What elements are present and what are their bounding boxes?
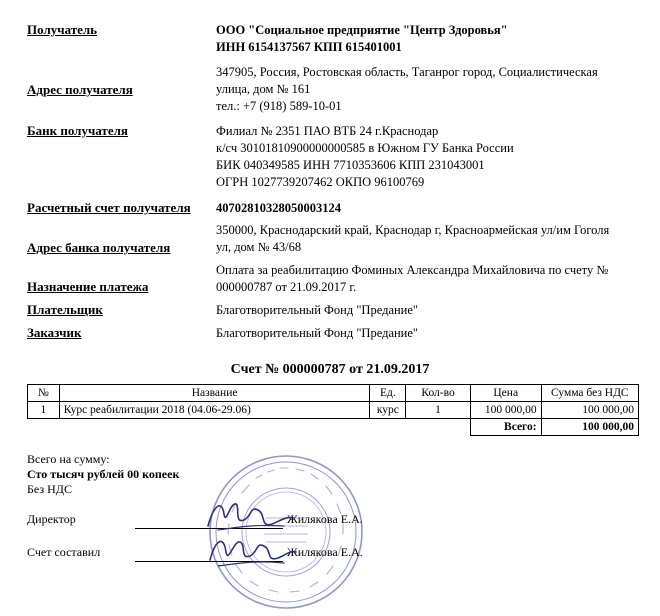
row-sum: 100 000,00 bbox=[541, 402, 638, 419]
col-header-qty: Кол-во bbox=[406, 385, 471, 402]
recipient-address-line-1: 347905, Россия, Ростовская область, Таганрог город, Социалистическая bbox=[216, 65, 598, 79]
total-spacer bbox=[28, 419, 60, 436]
recipient-inn: ИНН 6154137567 КПП 615401001 bbox=[216, 40, 402, 54]
bank-line-3: БИК 040349585 ИНН 7710353606 КПП 231043001 bbox=[216, 158, 485, 172]
bank-address-label: Адрес банка получателя bbox=[27, 240, 171, 255]
bank-address-line-1: 350000, Краснодарский край, Краснодар г, Красноармейская ул/им Гоголя bbox=[216, 223, 610, 237]
col-header-number: № bbox=[28, 385, 60, 402]
bank-address-value bbox=[216, 222, 636, 256]
purpose-label: Назначение платежа bbox=[27, 279, 149, 294]
invoice-title: Счет № 000000787 от 21.09.2017 bbox=[230, 362, 430, 377]
compiler-name: Жилякова Е.А. bbox=[287, 545, 363, 559]
total-caption: Всего на сумму: bbox=[27, 452, 110, 466]
total-spacer bbox=[59, 419, 370, 436]
compiler-role: Счет составил bbox=[27, 545, 101, 559]
compiler-signature bbox=[204, 530, 300, 572]
account-label: Расчетный счет получателя bbox=[27, 200, 191, 215]
table-row bbox=[28, 402, 639, 419]
recipient-phone: тел.: +7 (918) 589-10-01 bbox=[216, 99, 342, 113]
col-header-price: Цена bbox=[470, 385, 541, 402]
col-header-name: Название bbox=[59, 385, 370, 402]
amount-in-words: Сто тысяч рублей 00 копеек bbox=[27, 467, 180, 481]
col-header-sum: Сумма без НДС bbox=[541, 385, 638, 402]
customer-label: Заказчик bbox=[27, 325, 82, 340]
total-spacer bbox=[406, 419, 471, 436]
recipient-label: Получатель bbox=[27, 22, 98, 37]
table-header-row bbox=[28, 385, 639, 402]
row-number: 1 bbox=[28, 402, 60, 419]
purpose-value bbox=[216, 262, 636, 296]
bank-line-4: ОГРН 1027739207462 ОКПО 96100769 bbox=[216, 175, 425, 189]
row-price: 100 000,00 bbox=[470, 402, 541, 419]
total-label: Всего: bbox=[470, 419, 541, 436]
payer-label: Плательщик bbox=[27, 302, 103, 317]
payer-name: Благотворительный Фонд "Предание" bbox=[216, 303, 419, 317]
row-unit: курс bbox=[370, 402, 406, 419]
col-header-unit: Ед. bbox=[370, 385, 406, 402]
director-name: Жилякова Е.А. bbox=[287, 512, 363, 526]
director-role: Директор bbox=[27, 512, 76, 526]
account-number: 40702810328050003124 bbox=[216, 201, 341, 215]
bank-line-1: Филиал № 2351 ПАО ВТБ 24 г.Краснодар bbox=[216, 124, 439, 138]
vat-note: Без НДС bbox=[27, 482, 72, 496]
bank-address-line-2: ул, дом № 43/68 bbox=[216, 240, 302, 254]
recipient-address-value bbox=[216, 64, 636, 115]
total-spacer bbox=[370, 419, 406, 436]
invoice-table bbox=[27, 384, 639, 436]
payer-value bbox=[216, 302, 636, 319]
customer-name: Благотворительный Фонд "Предание" bbox=[216, 326, 419, 340]
recipient-address-line-2: улица, дом № 161 bbox=[216, 82, 311, 96]
recipient-value bbox=[216, 22, 636, 56]
row-name: Курс реабилитации 2018 (04.06-29.06) bbox=[59, 402, 370, 419]
bank-value bbox=[216, 123, 636, 191]
total-row bbox=[28, 419, 639, 436]
account-value bbox=[216, 200, 636, 217]
recipient-name: ООО "Социальное предприятие "Центр Здоровья" bbox=[216, 23, 508, 37]
bank-label: Банк получателя bbox=[27, 123, 128, 138]
purpose-line-1: Оплата за реабилитацию Фоминых Александра Михайловича по счету № bbox=[216, 263, 609, 277]
row-qty: 1 bbox=[406, 402, 471, 419]
recipient-address-label: Адрес получателя bbox=[27, 82, 133, 97]
total-value: 100 000,00 bbox=[541, 419, 638, 436]
purpose-line-2: 000000787 от 21.09.2017 г. bbox=[216, 280, 357, 294]
customer-value bbox=[216, 325, 636, 342]
bank-line-2: к/сч 30101810900000000585 в Южном ГУ Банка России bbox=[216, 141, 514, 155]
